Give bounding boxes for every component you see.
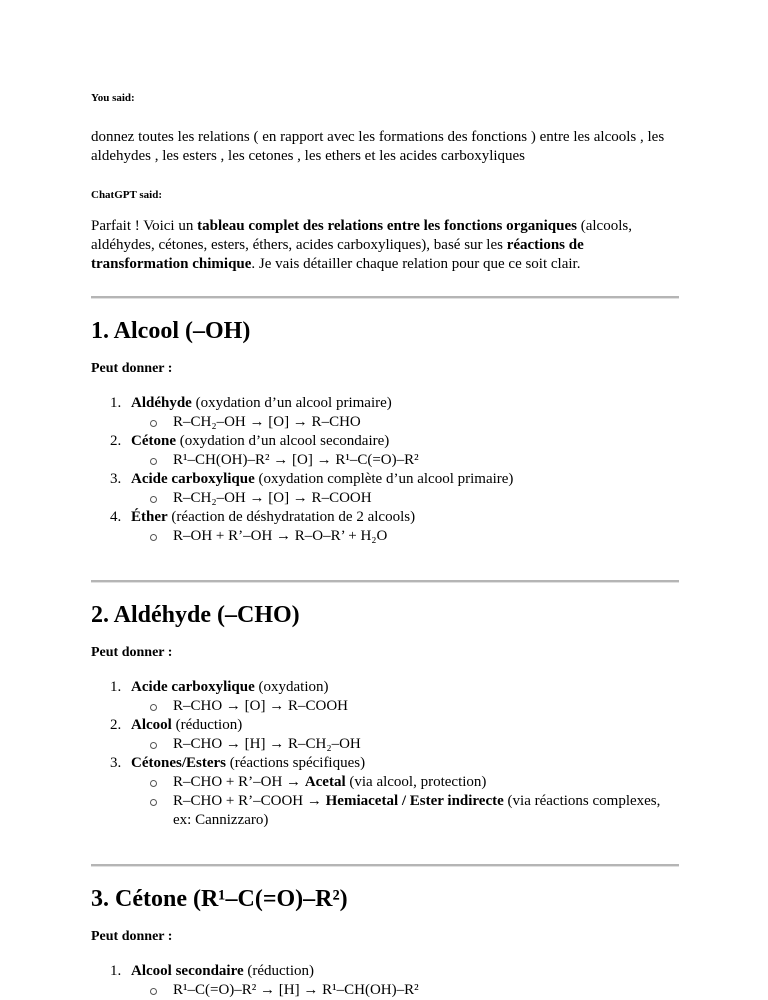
section-divider bbox=[91, 580, 679, 583]
text-segment: R–CHO → [O] → R–COOH bbox=[173, 698, 349, 714]
text-segment: R¹–C(=O)–R² → [H] → R¹–CH(OH)–R² bbox=[173, 982, 419, 998]
reaction-equation bbox=[171, 792, 677, 830]
reaction-equation bbox=[171, 697, 677, 716]
reaction-list bbox=[131, 773, 677, 830]
text-segment: (alcools, aldéhydes, cétones, esters, éthers, acides carboxyliques), basé sur les bbox=[91, 218, 632, 253]
reaction-list bbox=[131, 697, 677, 716]
bold-text: Hemiacetal / Ester indirecte bbox=[325, 793, 504, 809]
section-subtitle: Peut donner : bbox=[91, 361, 173, 376]
relation-item bbox=[125, 716, 677, 754]
reaction-list bbox=[131, 451, 677, 470]
section-heading: 3. Cétone (R¹–C(=O)–R²) bbox=[91, 886, 348, 912]
reaction-list bbox=[131, 735, 677, 754]
text-segment: Parfait ! Voici un bbox=[91, 218, 198, 234]
user-label: You said: bbox=[91, 92, 135, 104]
text-segment: R–CHO → [H] → R–CH₂–OH bbox=[173, 736, 361, 752]
reaction-equation bbox=[171, 451, 677, 470]
relation-item bbox=[125, 470, 677, 508]
relation-item bbox=[125, 962, 677, 1000]
reaction-equation bbox=[171, 413, 677, 432]
section-divider bbox=[91, 864, 679, 867]
relation-condition: (oxydation d’un alcool primaire) bbox=[191, 395, 392, 411]
relation-product: Cétones/Esters bbox=[131, 755, 226, 771]
relation-product: Éther bbox=[131, 509, 168, 525]
section-heading: 2. Aldéhyde (–CHO) bbox=[91, 602, 300, 628]
section-subtitle: Peut donner : bbox=[91, 645, 173, 660]
text-segment: (via réactions complexes, ex: Cannizzaro) bbox=[173, 793, 661, 828]
assistant-label: ChatGPT said: bbox=[91, 189, 163, 201]
relation-item bbox=[125, 754, 677, 830]
text-segment: R–CHO + R’–OH → bbox=[173, 774, 305, 790]
relation-list bbox=[91, 678, 677, 830]
assistant-intro bbox=[91, 217, 677, 274]
relation-list bbox=[91, 394, 677, 546]
relation-condition: (oxydation d’un alcool secondaire) bbox=[176, 433, 390, 449]
relation-product: Acide carboxylique bbox=[131, 471, 255, 487]
section-heading: 1. Alcool (–OH) bbox=[91, 318, 251, 344]
relation-item bbox=[125, 508, 677, 546]
reaction-equation bbox=[171, 735, 677, 754]
reaction-list bbox=[131, 527, 677, 546]
text-segment: R–CHO + R’–COOH → bbox=[173, 793, 326, 809]
bold-text: tableau complet des relations entre les fonctions organiques bbox=[197, 218, 577, 234]
bold-text: réactions de transformation chimique bbox=[91, 237, 584, 272]
text-segment: R–CH₂–OH → [O] → R–CHO bbox=[173, 414, 361, 430]
relation-product: Acide carboxylique bbox=[131, 679, 255, 695]
relation-condition: (réduction) bbox=[243, 963, 315, 979]
reaction-list bbox=[131, 413, 677, 432]
reaction-equation bbox=[171, 527, 677, 546]
reaction-list bbox=[131, 981, 677, 1000]
relation-condition: (réactions spécifiques) bbox=[225, 755, 366, 771]
relation-condition: (oxydation) bbox=[254, 679, 329, 695]
bold-text: Acetal bbox=[304, 774, 346, 790]
section-divider bbox=[91, 296, 679, 299]
relation-product: Cétone bbox=[131, 433, 176, 449]
relation-item bbox=[125, 678, 677, 716]
relation-product: Alcool bbox=[131, 717, 172, 733]
section-subtitle: Peut donner : bbox=[91, 929, 173, 944]
text-segment: (via alcool, protection) bbox=[345, 774, 487, 790]
text-segment: R–OH + R’–OH → R–O–R’ + H₂O bbox=[173, 528, 388, 544]
relation-item bbox=[125, 394, 677, 432]
relation-product: Alcool secondaire bbox=[131, 963, 244, 979]
reaction-equation bbox=[171, 773, 677, 792]
text-segment: R¹–CH(OH)–R² → [O] → R¹–C(=O)–R² bbox=[173, 452, 419, 468]
relation-list bbox=[91, 962, 677, 1000]
relation-condition: (réaction de déshydratation de 2 alcools) bbox=[167, 509, 416, 525]
relation-condition: (oxydation complète d’un alcool primaire) bbox=[254, 471, 514, 487]
text-segment: R–CH₂–OH → [O] → R–COOH bbox=[173, 490, 372, 506]
user-message: donnez toutes les relations ( en rapport avec les formations des fonctions ) entre les alcools , les aldehydes , les esters , les cetones , les ethers et les acides carboxyliques bbox=[91, 129, 665, 164]
relation-product: Aldéhyde bbox=[131, 395, 192, 411]
reaction-equation bbox=[171, 981, 677, 1000]
relation-condition: (réduction) bbox=[171, 717, 243, 733]
reaction-equation bbox=[171, 489, 677, 508]
relation-item bbox=[125, 432, 677, 470]
reaction-list bbox=[131, 489, 677, 508]
text-segment: . Je vais détailler chaque relation pour que ce soit clair. bbox=[251, 256, 581, 272]
